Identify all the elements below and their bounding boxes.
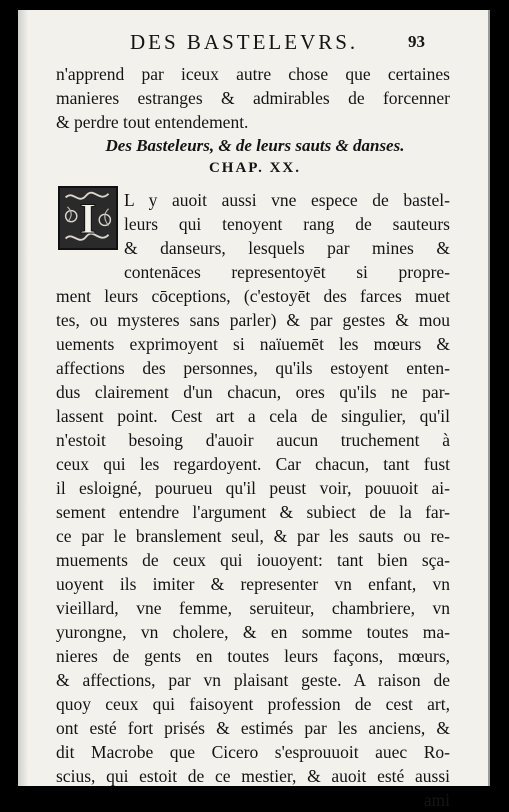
text-line: nieres de gents en toutes leurs façons, mœurs, — [56, 646, 450, 666]
text-line: yurongne, vn cholere, & en somme toutes ma- — [56, 622, 450, 642]
text-line: L y auoit aussi vne espece de bastel- — [124, 190, 450, 210]
book-page — [18, 10, 490, 810]
text-line: ment leurs cōceptions, (c'estoyēt des farces muet — [56, 286, 450, 306]
catchword: ami — [423, 790, 450, 810]
text-line: lassent point. Cest art a cela de singulier, qu'il — [56, 406, 450, 426]
initial-letter: I — [79, 195, 97, 243]
running-header: DES BASTELEVRS. — [130, 30, 359, 54]
chapter-body — [56, 188, 450, 812]
text-line: dus clairement d'un chacun, ores qu'ils ne par- — [56, 382, 450, 402]
page-gutter — [18, 10, 28, 786]
text-line: dit Macrobe que Cicero s'esprouuoit auec Ro- — [56, 742, 450, 762]
chapter-heading: Des Basteleurs, & de leurs sauts & danses. — [105, 136, 405, 155]
text-line: vieillard, vne femme, seruiteur, chambriere, vn — [56, 598, 450, 618]
text-line: ce par le branslement seul, & par les sauts ou re- — [56, 526, 450, 546]
text-line: il esloigné, pourueu qu'il peust voir, pouuoit ai- — [56, 478, 450, 498]
text-line: ceux qui les regardoyent. Car chacun, tant fust — [56, 454, 450, 474]
text-line: sement entendre l'argument & subiect de la far- — [56, 502, 450, 522]
continuation-text — [56, 62, 450, 134]
text-line: uements exprimoyent si naïuemēt les mœurs & — [56, 334, 450, 354]
text-line: scius, qui estoit de ce mestier, & auoit esté aussi — [56, 766, 450, 786]
text-line: manieres estranges & admirables de forcenner — [56, 88, 450, 108]
text-line: quoy ceux qui faisoyent profession de cest art, — [56, 694, 450, 714]
text-line: tes, ou mysteres sans parler) & par gestes & mou — [56, 310, 450, 330]
text-line: & affections, par vn plaisant geste. A raison de — [56, 670, 450, 690]
text-line: n'estoit besoing d'auoir aucun truchement à — [56, 430, 450, 450]
text-line: contenāces representoyēt si propre- — [124, 262, 450, 282]
text-line: affections des personnes, qu'ils estoyent enten- — [56, 358, 450, 378]
text-line: n'apprend par iceux autre chose que certaines — [56, 64, 450, 84]
text-line: ont esté fort prisés & estimés par les anciens, & — [56, 718, 450, 738]
chapter-number: CHAP. XX. — [208, 160, 302, 176]
text-line: uoyent ils imiter & representer vn enfant, vn — [56, 574, 450, 594]
text-line: & perdre tout entendement. — [56, 112, 249, 132]
text-line: & danseurs, lesquels par mines & — [124, 238, 450, 258]
text-line: muements de ceux qui iouoyent: tant bien sça- — [56, 550, 450, 570]
page-number: 93 — [408, 32, 425, 51]
text-line: leurs qui tenoyent rang de sauteurs — [124, 214, 450, 234]
